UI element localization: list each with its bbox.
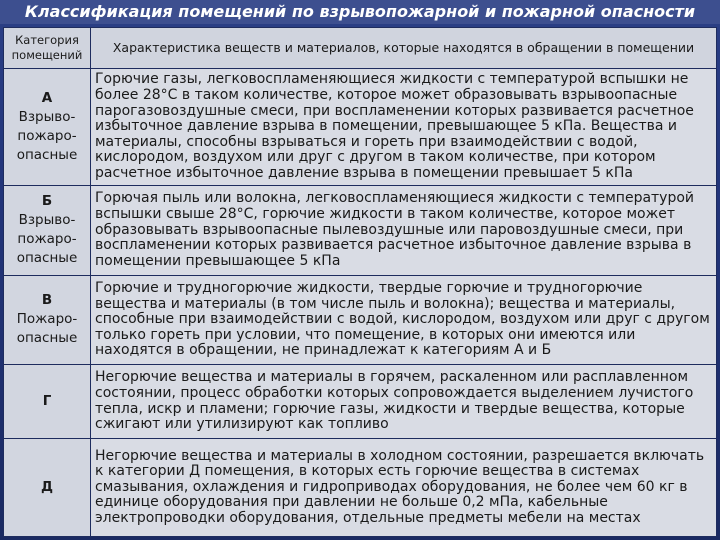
header-characteristic: Характеристика веществ и материалов, которые находятся в обращении в помещении	[91, 28, 717, 69]
table-row-b	[4, 186, 717, 276]
category-cell-a	[4, 68, 91, 186]
description-cell-a: Горючие газы, легковоспламеняющиеся жидкости с температурой вспышки не более 28°С в таком количестве, которое может образовывать взрывоопасные парогазовоздушные смеси, при воспламенении которых развивается расчетное избыточное давление взрыва в помещении, превышающее 5 кПа. Вещества и материалы, способны взрываться и гореть при взаимодействии с водой, кислородом, воздухом или друг с другом в таком количестве, при котором расчетное избыточное давление взрыва в помещении превышает 5 кПа	[91, 68, 717, 186]
category-cell-d	[4, 439, 91, 537]
description-cell-g: Негорючие вещества и материалы в горячем, раскаленном или расплавленном состоянии, процесс обработки которых сопровождается выделением лучистого тепла, искр и пламени; горючие газы, жидкости и твердые вещества, которые сжигают или утилизируют как топливо	[91, 365, 717, 439]
category-type: Пожаро- опасные	[16, 311, 78, 347]
category-label: Д	[40, 479, 54, 496]
category-cell-b	[4, 186, 91, 276]
category-type: Взрыво- пожаро- опасные	[16, 212, 78, 267]
category-label: А	[41, 89, 53, 106]
category-cell-g	[4, 365, 91, 439]
table-row-d	[4, 439, 717, 537]
category-type: Взрыво- пожаро- опасные	[16, 108, 78, 163]
slide-title: Классификация помещений по взрывопожарной и пожарной опасности	[0, 0, 720, 24]
header-category: Категория помещений	[4, 28, 91, 69]
table-header-row	[4, 28, 717, 69]
description-cell-b: Горючая пыль или волокна, легковоспламеняющиеся жидкости с температурой вспышки свыше 28°С, горючие жидкости в таком количестве, которое может образовывать взрывоопасные пылевоздушные или паровоздушные смеси, при воспламенении которых развивается расчетное избыточное давление взрыва в помещении превышающее 5 кПа	[91, 186, 717, 276]
category-cell-v	[4, 275, 91, 365]
table-row-a	[4, 68, 717, 186]
category-label: Г	[42, 393, 52, 410]
category-label: В	[41, 292, 53, 309]
table-row-g	[4, 365, 717, 439]
category-label: Б	[41, 193, 53, 210]
table-row-v	[4, 275, 717, 365]
description-cell-v: Горючие и трудногорючие жидкости, твердые горючие и трудногорючие вещества и материалы (в том числе пыль и волокна); вещества и материалы, способные при взаимодействии с водой, кислородом, воздухом или друг с другом только гореть при условии, что помещение, в которых они имеются или находятся в обращении, не принадлежат к категориям А и Б	[91, 275, 717, 365]
description-cell-d: Негорючие вещества и материалы в холодном состоянии, разрешается включать к категории Д помещения, в которых есть горючие вещества в системах смазывания, охлаждения и гидроприводах оборудования, не более чем 60 кг в единице оборудования при давлении не больше 0,2 мПа, кабельные электропроводки оборудования, отдельные предметы мебели на местах	[91, 439, 717, 537]
classification-table	[3, 27, 717, 537]
